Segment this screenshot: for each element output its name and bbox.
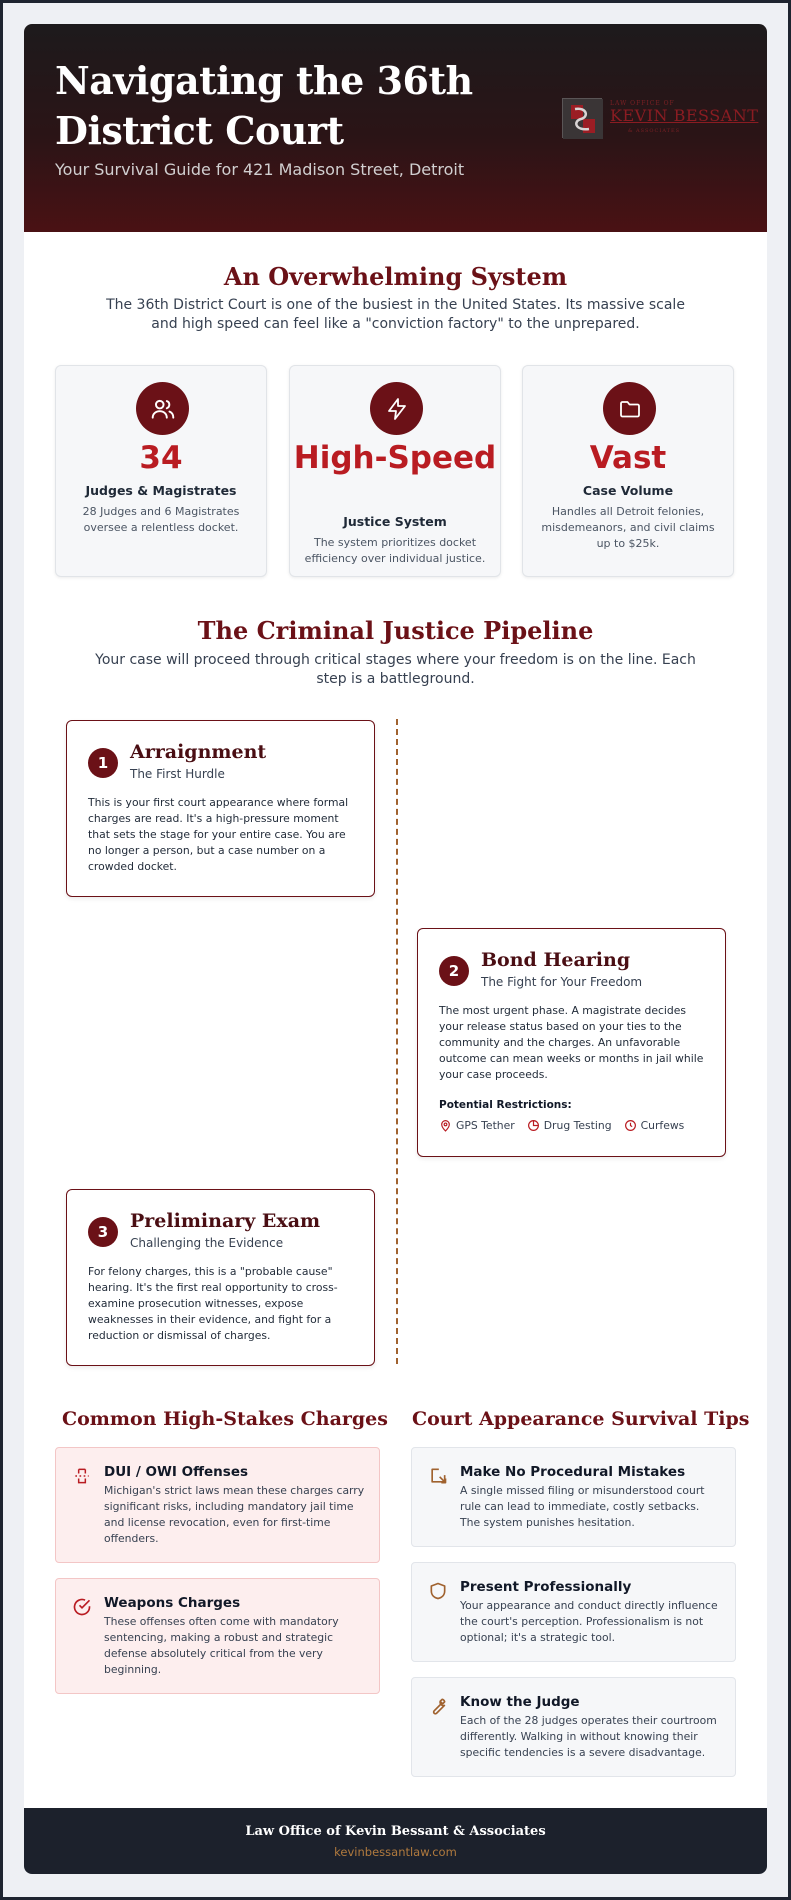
footer-website-link[interactable]: kevinbessantlaw.com — [334, 1845, 457, 1859]
stat-label: Judges & Magistrates — [85, 483, 237, 498]
step-title: Bond Hearing — [481, 949, 631, 971]
pipeline-step-preliminary-exam — [66, 1189, 375, 1366]
tip-body: Each of the 28 judges operates their courtroom differently. Walking in without knowing their specific tendencies is a severe disadvantage. — [460, 1714, 717, 1759]
step-title: Preliminary Exam — [130, 1210, 321, 1232]
page-title-line2: District Court — [55, 108, 344, 153]
header-banner — [24, 24, 767, 232]
timeline-divider — [396, 719, 398, 1364]
logo-name: KEVIN BESSANT — [610, 106, 759, 125]
tip-title: Know the Judge — [460, 1694, 580, 1710]
step-number: 3 — [88, 1217, 118, 1247]
restriction-item — [527, 1119, 612, 1132]
stat-label: Justice System — [343, 514, 447, 529]
car-icon — [72, 1466, 92, 1486]
overview-title: An Overwhelming System — [223, 262, 568, 291]
pipeline-step-arraignment — [66, 720, 375, 897]
logo-mark-icon — [562, 98, 602, 138]
pipeline-step-bond-hearing — [417, 928, 726, 1157]
shield-icon — [428, 1581, 448, 1601]
restriction-label: Drug Testing — [543, 1119, 612, 1132]
tip-card-judge — [411, 1677, 736, 1777]
stat-description: 28 Judges and 6 Magistrates oversee a relentless docket. — [82, 505, 240, 534]
tip-card-professional — [411, 1562, 736, 1662]
stat-value: High-Speed — [293, 440, 497, 476]
page-subtitle: Your Survival Guide for 421 Madison Street, Detroit — [55, 160, 465, 179]
step-subtitle: The Fight for Your Freedom — [481, 975, 643, 989]
stat-value: 34 — [139, 440, 183, 476]
charges-title: Common High-Stakes Charges — [62, 1408, 388, 1430]
charge-title: Weapons Charges — [104, 1595, 241, 1611]
folder-icon — [603, 382, 656, 435]
external-link-icon — [428, 1466, 448, 1486]
stat-card-speed — [289, 365, 501, 577]
tip-title: Present Professionally — [460, 1579, 632, 1595]
users-icon — [136, 382, 189, 435]
stat-card-volume — [522, 365, 734, 577]
step-subtitle: Challenging the Evidence — [130, 1236, 284, 1250]
stat-label: Case Volume — [582, 483, 674, 498]
wrench-icon — [428, 1696, 448, 1716]
footer-firm-name: Law Office of Kevin Bessant & Associates — [245, 1824, 546, 1839]
logo-top-text: LAW OFFICE OF — [610, 100, 675, 107]
footer — [24, 1808, 767, 1874]
restrictions-label: Potential Restrictions: — [439, 1099, 572, 1111]
step-body: This is your first court appearance where formal charges are read. It's a high-pressure moment that sets the stage for your entire case. You are no longer a person, but a case number on a crowded docket. — [88, 796, 349, 873]
tip-body: A single missed filing or misunderstood court rule can lead to immediate, costly setbacks. The system punishes hesitation. — [460, 1484, 705, 1529]
firm-logo[interactable] — [562, 98, 759, 140]
step-number: 1 — [88, 748, 118, 778]
restriction-label: GPS Tether — [456, 1119, 515, 1132]
stat-card-judges — [55, 365, 267, 577]
tip-body: Your appearance and conduct directly influence the court's perception. Professionalism is not optional; it's a strategic tool. — [460, 1599, 718, 1644]
stat-description: Handles all Detroit felonies, misdemeanors, and civil claims up to $25k. — [541, 505, 715, 550]
restrictions-list — [439, 1119, 684, 1132]
check-circle-icon — [72, 1597, 92, 1617]
page-title — [55, 56, 515, 156]
step-body: The most urgent phase. A magistrate decides your release status based on your ties to the community and the charges. An unfavorable outcome can mean weeks or months in jail while your case proceeds. — [439, 1004, 704, 1081]
charge-card-weapons — [55, 1578, 380, 1694]
charge-title: DUI / OWI Offenses — [104, 1464, 249, 1480]
tip-card-procedural — [411, 1447, 736, 1547]
charge-body: Michigan's strict laws mean these charges carry significant risks, including mandatory jail time and license revocation, even for first-time offenders. — [104, 1484, 365, 1545]
overview-description: The 36th District Court is one of the busiest in the United States. Its massive scale and high speed can feel like a "conviction factory" to the unprepared. — [106, 297, 685, 332]
pipeline-title: The Criminal Justice Pipeline — [197, 616, 594, 645]
tip-title: Make No Procedural Mistakes — [460, 1464, 686, 1480]
step-title: Arraignment — [130, 741, 267, 763]
tips-title: Court Appearance Survival Tips — [412, 1408, 750, 1430]
step-subtitle: The First Hurdle — [130, 767, 225, 781]
lightning-icon — [370, 382, 423, 435]
infographic-card — [24, 24, 767, 1874]
step-number: 2 — [439, 956, 469, 986]
stat-value: Vast — [589, 440, 667, 476]
map-pin-icon — [439, 1119, 452, 1132]
stat-description: The system prioritizes docket efficiency over individual justice. — [304, 536, 486, 565]
pipeline-description: Your case will proceed through critical stages where your freedom is on the line. Each step is a battleground. — [95, 652, 696, 687]
step-body: For felony charges, this is a "probable cause" hearing. It's the first real opportunity to cross-examine prosecution witnesses, expose weaknesses in their evidence, and fight for a reduction or dismissal of charges. — [88, 1265, 338, 1342]
restriction-label: Curfews — [640, 1119, 685, 1132]
restriction-item — [439, 1119, 515, 1132]
charge-body: These offenses often come with mandatory sentencing, making a robust and strategic defense absolutely critical from the very beginning. — [104, 1615, 339, 1676]
charge-card-dui — [55, 1447, 380, 1563]
clock-icon — [624, 1119, 637, 1132]
pie-chart-icon — [527, 1119, 540, 1132]
logo-bottom-text: & ASSOCIATES — [628, 128, 681, 134]
page-title-line1: Navigating the 36th — [55, 58, 473, 103]
restriction-item — [624, 1119, 685, 1132]
